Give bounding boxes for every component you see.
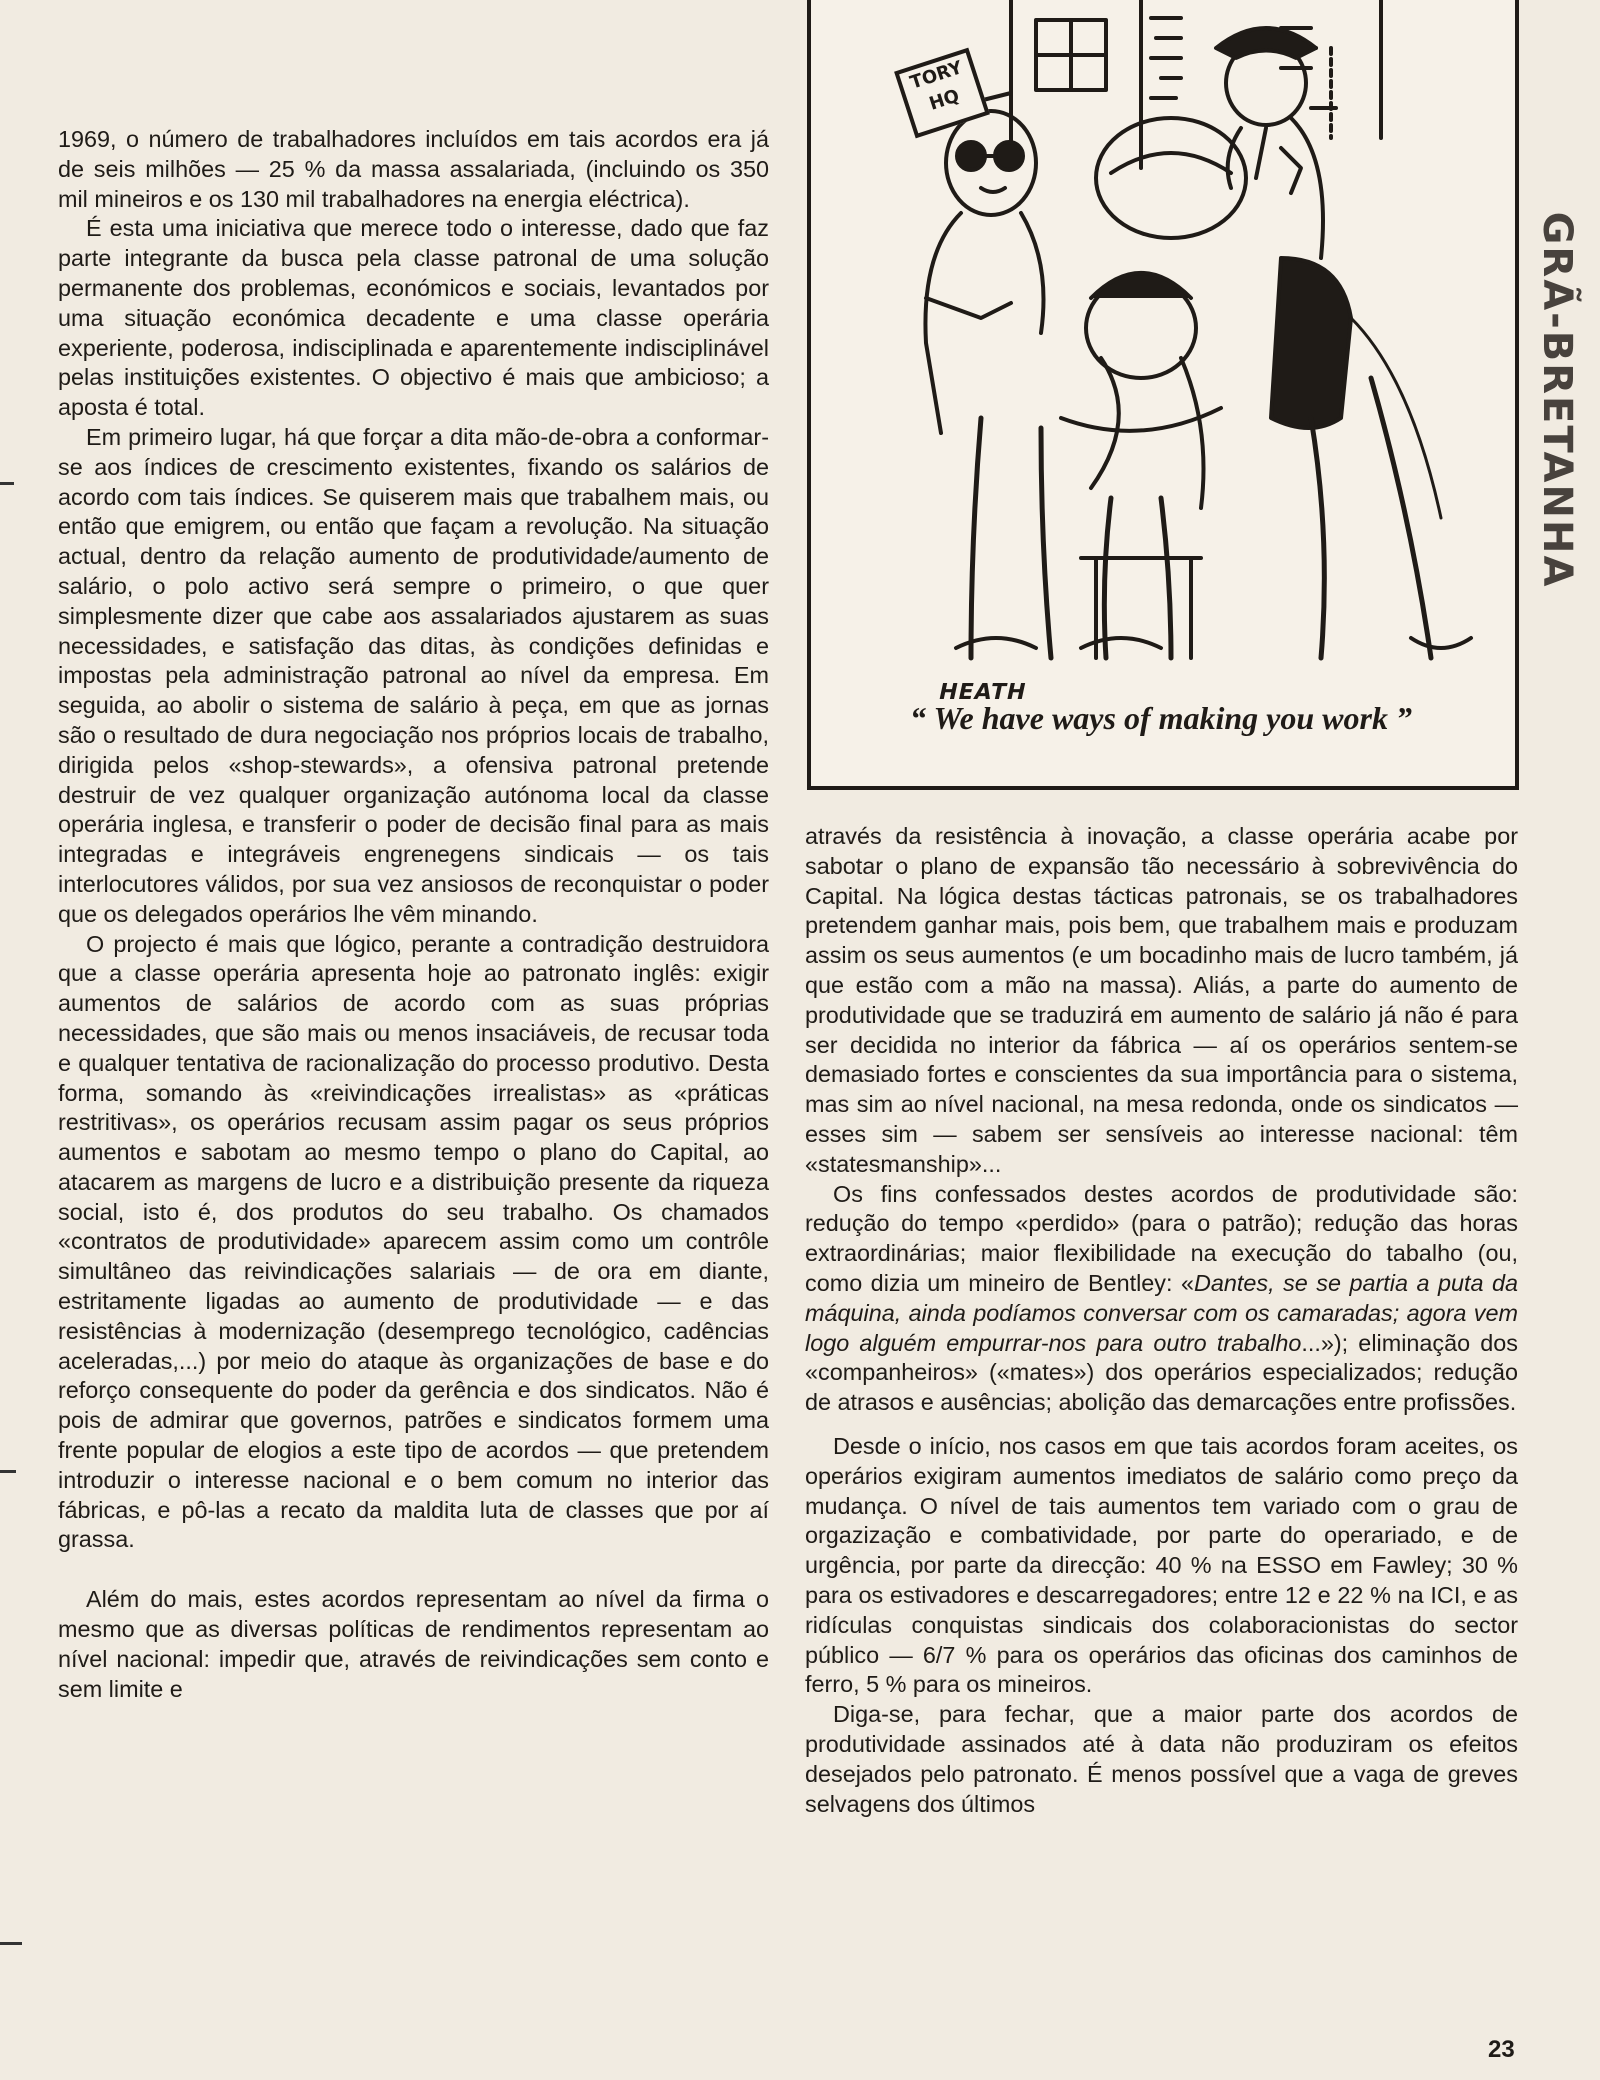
paragraph: O projecto é mais que lógico, perante a contradição destruidora que a classe operária apresenta hoje ao patronato inglês: exigir aumentos de salários de acordo com as suas próprias necessidades, que são mais ou menos insaciáveis, de recusar toda e qualquer tentativa de racionalização do processo produtivo. Desta forma, somando às «reivindicações irrealistas» as «práticas restritivas», os operários recusam assim pagar os seus próprios aumentos e sabotam ao mesmo tempo o plano do Capital, ao atacarem as margens de lucro e a distribuição presente da riqueza social, isto é, dos produtos do seu trabalho. Os chamados «contratos de produtividade» aparecem assim como um contrôle simultâneo das reivindicações salariais — de ora em diante, estritamente ligadas ao aumento de produtividade — e das resistências à modernização (desemprego tecnológico, cadências aceleradas,...) por meio do ataque às organizações de base e do reforço consequente do poder da gerência e dos sindicatos. Não é pois de admirar que governos, patrões e sindicatos formem uma frente popular de elogios a este tipo de acordos — que pretendem introduzir o interesse nacional e o bem comum no interior das fábricas, e pô-las a recato da maldita luta de classes que por aí grassa. (58, 930, 769, 1553)
sign-text: TORY HQ (907, 57, 965, 115)
section-side-label (1532, 150, 1582, 650)
page-number: 23 (1488, 2036, 1515, 2063)
margin-mark (0, 482, 14, 485)
cartoon-signature: HEATH (936, 680, 1029, 705)
left-text-column (58, 125, 769, 1704)
paragraph: Além do mais, estes acordos representam ao nível da firma o mesmo que as diversas políticas de rendimentos representam ao nível nacional: impedir que, através de reivindicações sem conto e sem limite e (58, 1586, 769, 1702)
right-text-column (805, 822, 1518, 1819)
margin-mark (0, 1942, 22, 1945)
paragraph-gap (58, 1555, 769, 1585)
cartoon-caption: “ We have ways of making you work ” (910, 700, 1412, 736)
text-run: Os fins confessados destes acordos de produtividade são: redução do tempo «perdido» (para o patrão); redução das horas extraordinárias; maior flexibilidade na execução do tabalho (ou, como dizia um mineiro de Bentley: « (805, 1180, 1518, 1296)
paragraph: através da resistência à inovação, a classe operária acabe por sabotar o plano de expansão tão necessário à sobrevivência do Capital. Na lógica destas tácticas patronais, se os trabalhadores pretendem ganhar mais, pois bem, que trabalhem mais e produzam assim os seus aumentos (e um bocadinho mais de lucro também, já que estão com a mão na massa). Aliás, a parte do aumento de produtividade que se traduzirá em aumento de salário já não é para ser decidida no interior da fábrica — aí os operários sentem-se demasiado fortes e conscientes da sua importância para o sistema, mas sim ao nível nacional, na mesa redonda, onde os sindicatos — esses sim — sabem ser sensíveis ao interesse nacional: têm «statesmanship»... (805, 823, 1518, 1177)
side-label-text: GRÃ-BRETANHA (1534, 211, 1580, 589)
paragraph: 1969, o número de trabalhadores incluídos em tais acordos era já de seis milhões — 25 % da massa assalariada, (incluindo os 350 mil mineiros e os 130 mil trabalhadores na energia eléctrica). (58, 126, 769, 212)
text-run: ...»); eliminação dos «companheiros» («mates») dos operários especializados; redução de atrasos e ausências; abolição das demarcações entre profissões. (805, 1329, 1518, 1416)
paragraph: Diga-se, para fechar, que a maior parte dos acordos de produtividade assinados até à data não produziram os efeitos desejados pelo patronato. É menos possível que a vaga de greves selvagens dos últimos (805, 1701, 1518, 1817)
paragraph: É esta uma iniciativa que merece todo o interesse, dado que faz parte integrante da busca pela classe patronal de uma solução permanente dos problemas, económicos e sociais, levantados por uma situação económica decadente e uma classe operária experiente, poderosa, indisciplinada e aparentemente indisciplinável pelas instituições existentes. O objectivo é mais que ambicioso; a aposta é total. (58, 215, 769, 421)
margin-mark (0, 1470, 16, 1473)
paragraph: Desde o início, nos casos em que tais acordos foram aceites, os operários exigiram aumentos imediatos de salário como preço da mudança. O nível de tais aumentos tem variado com o grau de orgazização e combatividade, por parte do operariado, e de urgência, por parte da direcção: 40 % na ESSO em Fawley; 30 % para os estivadores e descarregadores; entre 12 e 22 % na ICI, e as ridículas conquistas sindicais dos colaboracionistas do sector público — 6/7 % para os operários das oficinas dos caminhos de ferro, 5 % para os mineiros. (805, 1432, 1518, 1698)
paragraph (805, 1180, 1518, 1418)
cartoon-illustration (807, 0, 1519, 790)
paragraph-gap (805, 1418, 1518, 1432)
paragraph: Em primeiro lugar, há que forçar a dita mão-de-obra a conformar-se aos índices de crescimento existentes, fixando os salários de acordo com tais índices. Se quiserem mais que trabalhem mais, ou então que emigrem, ou então que façam a revolução. Na situação actual, dentro da relação aumento de produtividade/aumento de salário, o polo activo será sempre o primeiro, o que quer simplesmente dizer que cabe aos assalariados ajustarem as suas necessidades, e satisfação das ditas, às condições definidas e impostas pela administração patronal ao nível da empresa. Em seguida, ao abolir o sistema de salário à peça, em que as jornas são o resultado de dura negociação nos próprios locais de trabalho, dirigida pelos «shop-stewards», a ofensiva patronal pretende destruir de vez qualquer organização autónoma local da classe operária inglesa, e transferir o poder de decisão final para as mais integradas e integráveis engrenegens sindicais — os tais interlocutores válidos, por sua vez ansiosos de reconquistar o poder que os delegados operários lhe vêm minando. (58, 423, 769, 927)
italic-quote: Dantes, se se partia a puta da máquina, ainda podíamos conversar com os camaradas; agora vem logo alguém empurrar-nos para outro trabalho (805, 1269, 1519, 1356)
